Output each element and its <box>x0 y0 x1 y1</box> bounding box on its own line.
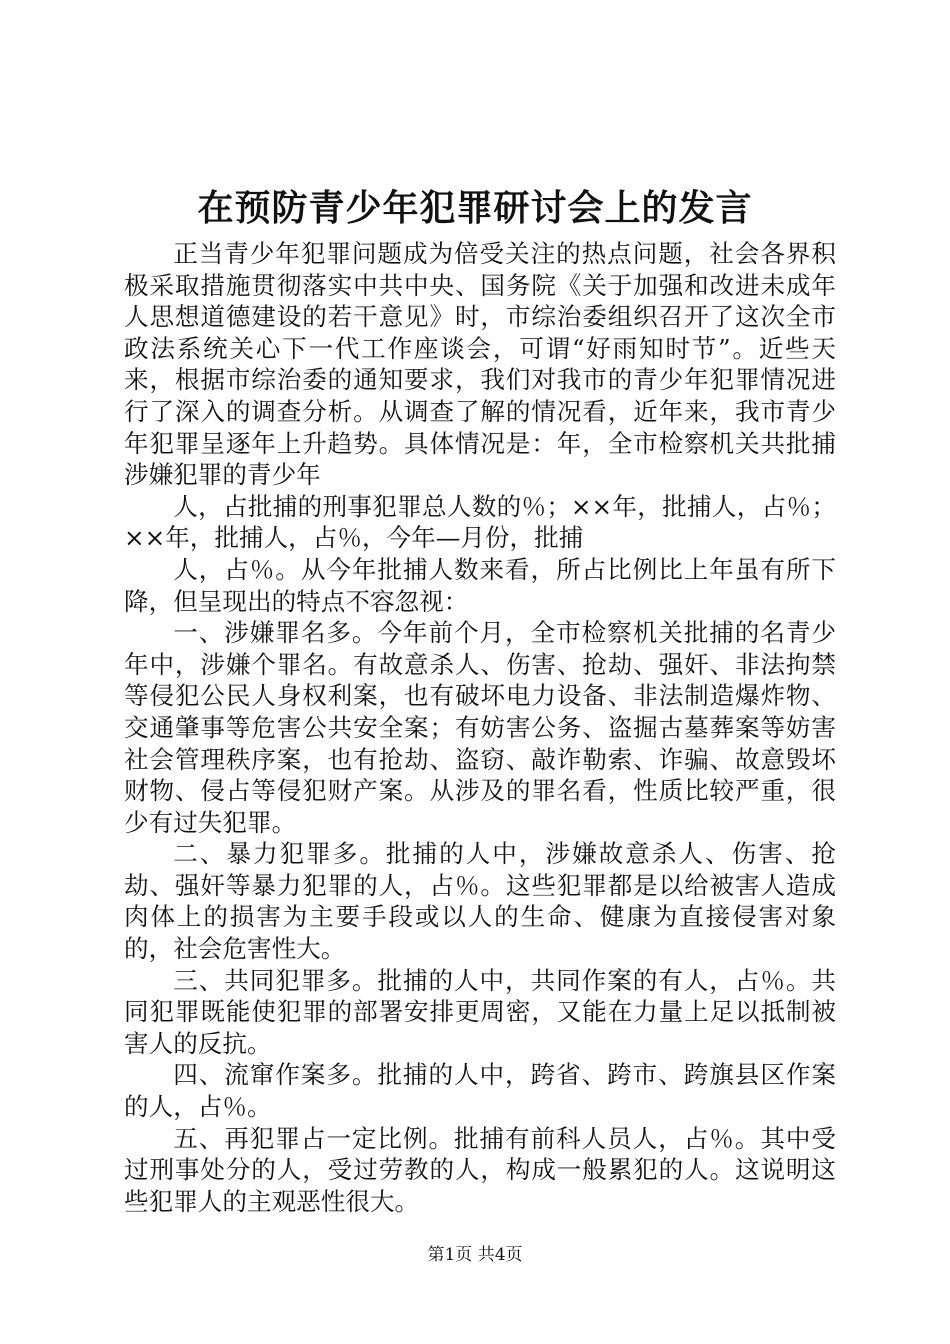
paragraph-intro: 正当青少年犯罪问题成为倍受关注的热点问题，社会各界积极采取措施贯彻落实中共中央、国务院《关于加强和改进未成年人思想道德建设的若干意见》时，市综治委组织召开了这次全市政法系统关心下一代工作座谈会，可谓“好雨知时节”。近些天来，根据市综治委的通知要求，我们对我市的青少年犯罪情况进行了深入的调查分析。从调查了解的情况看，近年来，我市青少年犯罪呈逐年上升趋势。具体情况是：年，全市检察机关共批捕涉嫌犯罪的青少年 <box>124 239 836 490</box>
paragraph-point-5: 五、再犯罪占一定比例。批捕有前科人员人，占％。其中受过刑事处分的人，受过劳教的人，构成一般累犯的人。这说明这些犯罪人的主观恶性很大。 <box>124 1123 836 1216</box>
paragraph-stats-2: 人，占％。从今年批捕人数来看，所占比例比上年虽有所下降，但呈现出的特点不容忽视： <box>124 554 836 616</box>
paragraph-point-4: 四、流窜作案多。批捕的人中，跨省、跨市、跨旗县区作案的人，占％。 <box>124 1060 836 1122</box>
paragraph-point-3: 三、共同犯罪多。批捕的人中，共同作案的有人，占％。共同犯罪既能使犯罪的部署安排更周密，又能在力量上足以抵制被害人的反抗。 <box>124 965 836 1058</box>
paragraph-point-2: 二、暴力犯罪多。批捕的人中，涉嫌故意杀人、伤害、抢劫、强奸等暴力犯罪的人，占％。这些犯罪都是以给被害人造成肉体上的损害为主要手段或以人的生命、健康为直接侵害对象的，社会危害性大。 <box>124 839 836 964</box>
document-body <box>124 238 836 1217</box>
paragraph-stats-1: 人，占批捕的刑事犯罪总人数的％；××年，批捕人，占％；××年，批捕人，占％，今年—月份，批捕 <box>124 491 836 553</box>
document-title: 在预防青少年犯罪研讨会上的发言 <box>197 187 753 229</box>
paragraph-point-1: 一、涉嫌罪名多。今年前个月，全市检察机关批捕的名青少年中，涉嫌个罪名。有故意杀人、伤害、抢劫、强奸、非法拘禁等侵犯公民人身权利案，也有破坏电力设备、非法制造爆炸物、交通肇事等危害公共安全案；有妨害公务、盗掘古墓葬案等妨害社会管理秩序案，也有抢劫、盗窃、敲诈勒索、诈骗、故意毁坏财物、侵占等侵犯财产案。从涉及的罪名看，性质比较严重，很少有过失犯罪。 <box>124 618 836 837</box>
page-number-footer: 第1页 共4页 <box>427 1245 523 1265</box>
